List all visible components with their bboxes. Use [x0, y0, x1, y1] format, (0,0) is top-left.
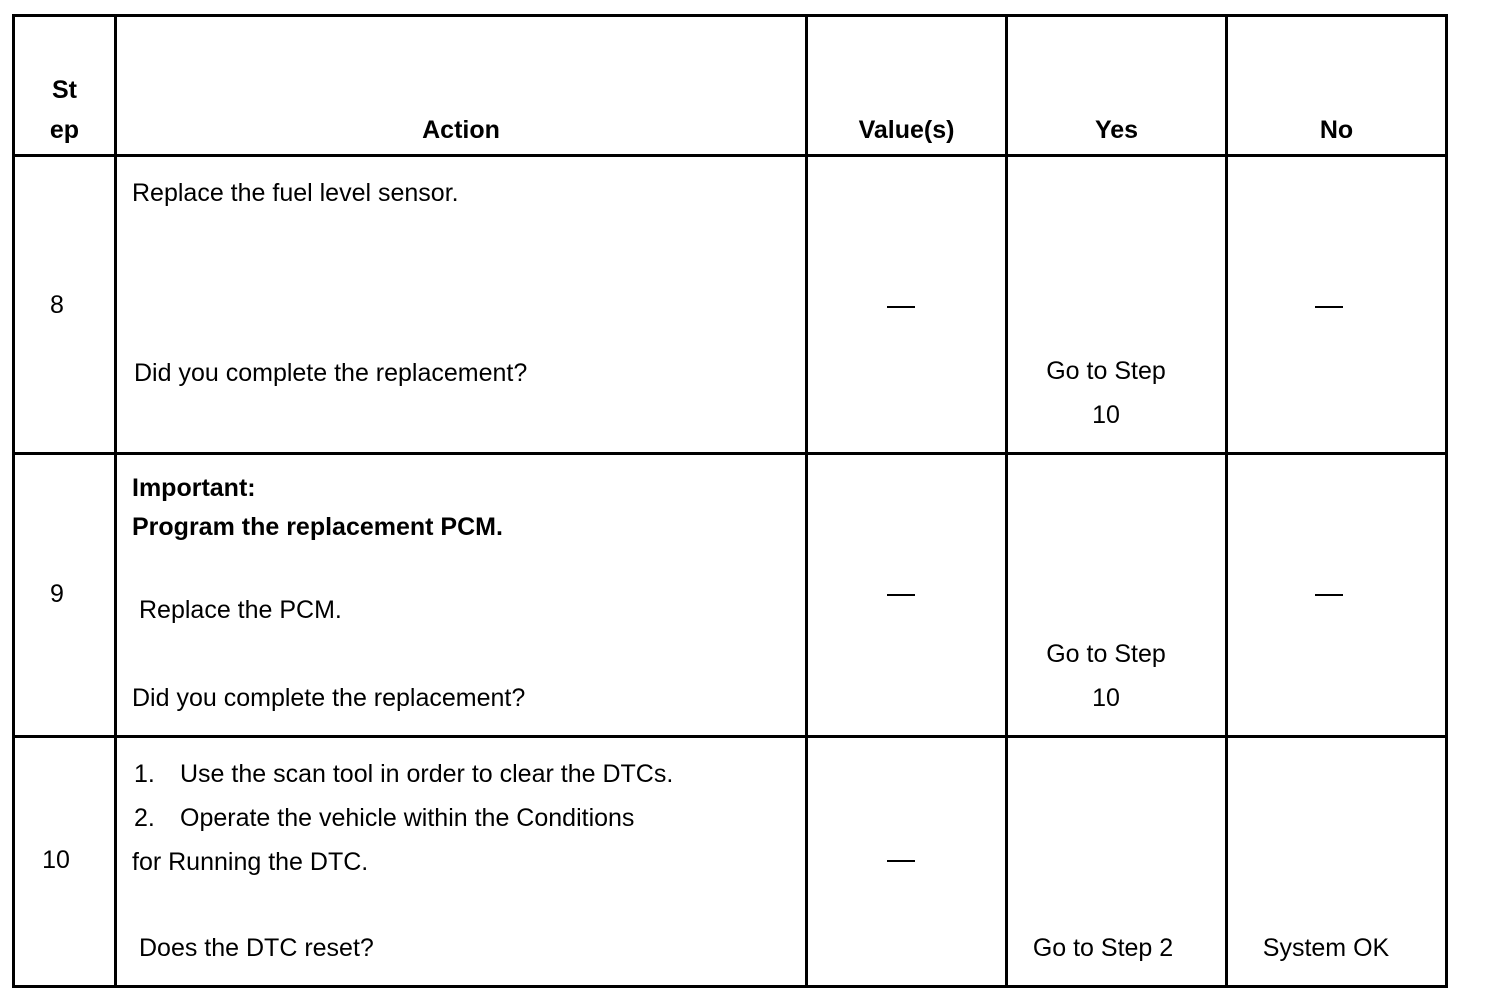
step-number: 8: [50, 291, 64, 319]
table-border-top: [12, 14, 1448, 17]
header-action: Action: [422, 116, 500, 144]
header-no: No: [1319, 116, 1354, 144]
list-item-text: Operate the vehicle within the Conditions: [180, 804, 635, 832]
yes-outcome-line2: 10: [1092, 401, 1120, 429]
list-item-number: 2.: [134, 804, 155, 832]
column-divider: [1005, 14, 1008, 988]
header-step-line1: St: [52, 76, 77, 104]
action-text: Replace the fuel level sensor.: [132, 179, 459, 207]
no-dash: [1315, 594, 1343, 596]
row-divider: [12, 452, 1448, 455]
value-dash: [887, 594, 915, 596]
important-text: Program the replacement PCM.: [132, 513, 503, 541]
list-continuation: for Running the DTC.: [132, 848, 369, 876]
list-item-number: 1.: [134, 760, 155, 788]
header-yes: Yes: [1094, 116, 1139, 144]
yes-outcome-line1: Go to Step: [1046, 357, 1166, 385]
column-divider: [805, 14, 808, 988]
value-dash: [887, 860, 915, 862]
action-question: Did you complete the replacement?: [132, 684, 526, 712]
column-divider: [114, 14, 117, 988]
action-question: Did you complete the replacement?: [134, 359, 528, 387]
header-step-line2: ep: [49, 116, 80, 144]
row-divider: [12, 735, 1448, 738]
header-divider: [12, 154, 1448, 157]
step-number: 9: [50, 580, 64, 608]
column-divider: [1225, 14, 1228, 988]
yes-outcome-line1: Go to Step: [1046, 640, 1166, 668]
action-text: Replace the PCM.: [139, 596, 342, 624]
value-dash: [887, 306, 915, 308]
action-question: Does the DTC reset?: [139, 934, 374, 962]
yes-outcome-line2: 10: [1092, 684, 1120, 712]
table-border-left: [12, 14, 15, 988]
header-values: Value(s): [858, 116, 955, 144]
step-number: 10: [42, 846, 70, 874]
no-dash: [1315, 306, 1343, 308]
important-label: Important:: [132, 474, 256, 502]
table-border-right: [1445, 14, 1448, 988]
yes-outcome: Go to Step 2: [1032, 934, 1174, 962]
list-item-text: Use the scan tool in order to clear the DTCs.: [180, 760, 674, 788]
table-border-bottom: [12, 985, 1448, 988]
no-outcome: System OK: [1262, 934, 1390, 962]
